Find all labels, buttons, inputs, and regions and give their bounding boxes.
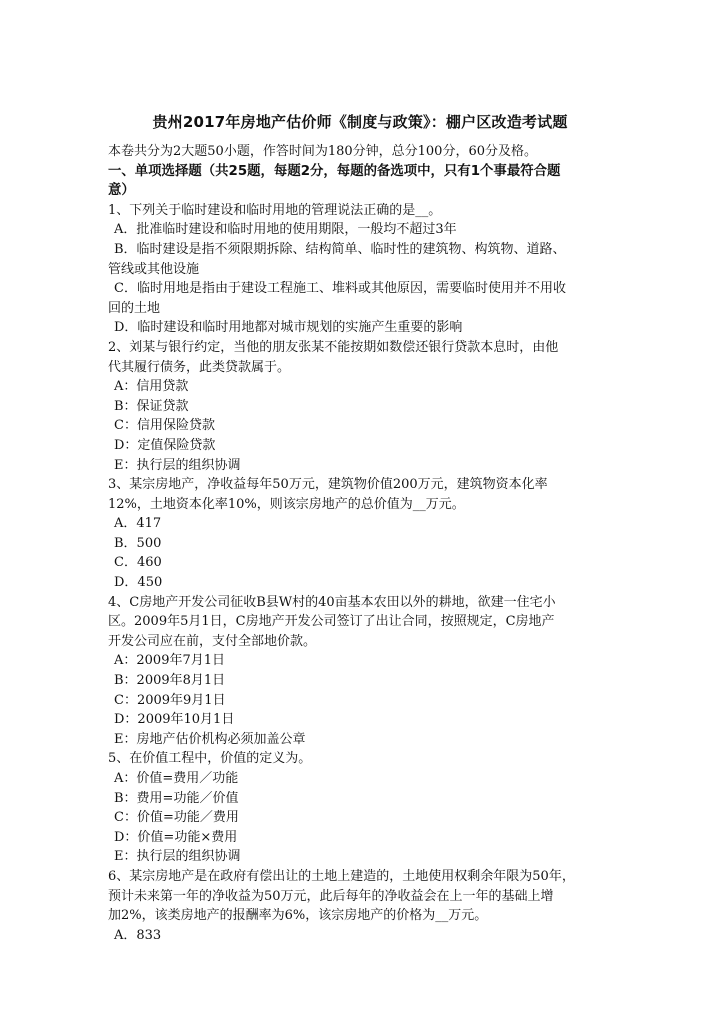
question-1-stem: 1、下列关于临时建设和临时用地的管理说法正确的是__。 (108, 202, 442, 218)
question-5-option-b: B：费用=功能／价值 (114, 790, 239, 806)
question-4-option-b: B：2009年8月1日 (114, 673, 226, 689)
question-2-option-b: B：保证贷款 (114, 398, 189, 414)
section-heading-line-1: 一、单项选择题（共25题，每题2分，每题的备选项中，只有1个事最符合题 (108, 163, 561, 179)
question-4-stem-line-3: 开发公司应在前，支付全部地价款。 (108, 633, 317, 649)
section-heading-line-2: 意） (108, 183, 135, 199)
question-3-option-d: D．450 (114, 575, 163, 591)
question-2-option-a: A：信用贷款 (114, 379, 189, 395)
question-1-option-c-line-2: 回的土地 (108, 300, 161, 316)
question-5-option-a: A：价值=费用／功能 (114, 771, 239, 786)
question-3-option-b: B．500 (114, 535, 162, 551)
question-1-option-c-line-1: C．临时用地是指由于建设工程施工、堆料或其他原因，需要临时使用并不用收 (114, 281, 566, 297)
question-2-option-e: E：执行层的组织协调 (114, 457, 241, 473)
question-1-option-d: D．临时建设和临时用地都对城市规划的实施产生重要的影响 (114, 320, 463, 336)
question-2-stem-line-1: 2、刘某与银行约定，当他的朋友张某不能按期如数偿还银行贷款本息时，由他 (108, 339, 559, 355)
document-title: 贵州2017年房地产估价师《制度与政策》：棚户区改造考试题 (152, 113, 568, 131)
question-6-option-a: A．833 (114, 927, 162, 943)
question-3-stem-line-2: 12%，土地资本化率10%，则该宗房地产的总价值为__万元。 (108, 496, 465, 512)
question-4-option-e: E：房地产估价机构必须加盖公章 (114, 731, 306, 747)
question-3-option-a: A．417 (114, 516, 162, 532)
question-5-option-c: C：价值=功能／费用 (114, 810, 239, 826)
question-6-stem-line-3: 加2%，该类房地产的报酬率为6%，该宗房地产的价格为__万元。 (108, 908, 488, 924)
document-body (108, 142, 616, 945)
question-1-option-b-line-1: B．临时建设是指不须限期拆除、结构简单、临时性的建筑物、构筑物、道路、 (114, 241, 566, 257)
question-6-stem-line-1: 6、某宗房地产是在政府有偿出让的土地上建造的，土地使用权剩余年限为50年， (108, 868, 575, 884)
question-1-option-a: A．批准临时建设和临时用地的使用期限，一般均不超过3年 (114, 222, 457, 238)
question-6-stem-line-2: 预计未来第一年的净收益为50万元，此后每年的净收益会在上一年的基础上增 (108, 888, 554, 904)
question-3-option-c: C．460 (114, 555, 162, 571)
question-5-option-e: E：执行层的组织协调 (114, 849, 241, 865)
question-2-option-c: C：信用保险贷款 (114, 418, 215, 434)
question-4-stem-line-1: 4、C房地产开发公司征收B县W村的40亩基本农田以外的耕地，欲建一住宅小 (108, 594, 556, 610)
question-4-stem-line-2: 区。2009年5月1日，C房地产开发公司签订了出让合同，按照规定，C房地产 (108, 614, 555, 630)
question-1-option-b-line-2: 管线或其他设施 (108, 261, 200, 277)
question-4-option-a: A：2009年7月1日 (114, 653, 226, 669)
question-2-option-d: D：定值保险贷款 (114, 437, 216, 453)
question-3-stem-line-1: 3、某宗房地产，净收益每年50万元，建筑物价值200万元，建筑物资本化率 (108, 477, 548, 493)
question-2-stem-line-2: 代其履行债务，此类贷款属于。 (108, 359, 291, 375)
question-4-option-d: D：2009年10月1日 (114, 712, 235, 728)
question-4-option-c: C：2009年9月1日 (114, 692, 226, 708)
question-5-stem: 5、在价值工程中，价值的定义为。 (108, 751, 312, 767)
question-5-option-d: D：价值=功能×费用 (114, 829, 238, 845)
exam-intro: 本卷共分为2大题50小题，作答时间为180分钟，总分100分，60分及格。 (108, 144, 537, 159)
